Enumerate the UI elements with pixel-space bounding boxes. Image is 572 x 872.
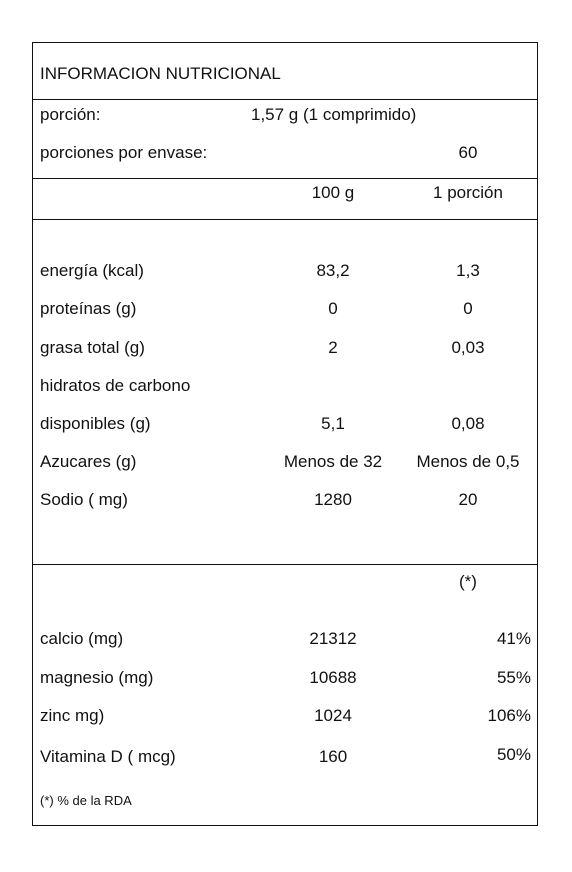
mineral-rda: 41% <box>496 629 531 648</box>
table-title: INFORMACION NUTRICIONAL <box>40 64 281 83</box>
nutrient-per-serving: 0,08 <box>451 414 485 433</box>
divider <box>33 99 537 100</box>
mineral-rda: 50% <box>496 745 531 764</box>
mineral-rda: 106% <box>487 706 531 725</box>
column-header-100g: 100 g <box>311 183 355 202</box>
mineral-name: Vitamina D ( mcg) <box>40 747 176 766</box>
nutrient-per-100g: 83,2 <box>316 261 350 280</box>
divider <box>33 219 537 220</box>
nutrient-per-100g: 2 <box>328 338 338 357</box>
footnote: (*) % de la RDA <box>40 793 132 808</box>
mineral-amount: 1024 <box>314 706 352 725</box>
mineral-amount: 160 <box>318 747 348 766</box>
serving-value: 1,57 g (1 comprimido) <box>251 105 417 124</box>
mineral-name: zinc mg) <box>40 706 105 725</box>
nutrient-name: Azucares (g) <box>40 452 137 471</box>
mineral-amount: 10688 <box>309 668 357 687</box>
nutrient-per-100g: 1280 <box>314 490 352 509</box>
nutrient-name: hidratos de carbono <box>40 376 191 395</box>
nutrient-per-serving: 0 <box>463 299 473 318</box>
mineral-amount: 21312 <box>309 629 357 648</box>
nutrient-name: grasa total (g) <box>40 338 145 357</box>
mineral-rda: 55% <box>496 668 531 687</box>
column-header-serving: 1 porción <box>433 183 503 202</box>
serving-label: porción: <box>40 105 101 124</box>
mineral-name: calcio (mg) <box>40 629 124 648</box>
divider <box>33 178 537 179</box>
nutrition-facts-table <box>32 42 538 826</box>
nutrient-name: proteínas (g) <box>40 299 137 318</box>
nutrient-per-serving: 1,3 <box>456 261 480 280</box>
divider <box>33 564 537 565</box>
nutrient-per-100g: Menos de 32 <box>283 452 383 471</box>
nutrient-name: disponibles (g) <box>40 414 151 433</box>
nutrient-per-serving: Menos de 0,5 <box>416 452 520 471</box>
nutrient-per-100g: 5,1 <box>321 414 345 433</box>
servings-per-container-label: porciones por envase: <box>40 143 208 162</box>
nutrient-per-100g: 0 <box>328 299 338 318</box>
mineral-name: magnesio (mg) <box>40 668 154 687</box>
nutrient-name: energía (kcal) <box>40 261 144 280</box>
nutrient-per-serving: 20 <box>458 490 478 509</box>
nutrient-per-serving: 0,03 <box>451 338 485 357</box>
rda-marker: (*) <box>459 572 477 591</box>
nutrient-name: Sodio ( mg) <box>40 490 128 509</box>
servings-per-container-value: 60 <box>458 143 478 162</box>
